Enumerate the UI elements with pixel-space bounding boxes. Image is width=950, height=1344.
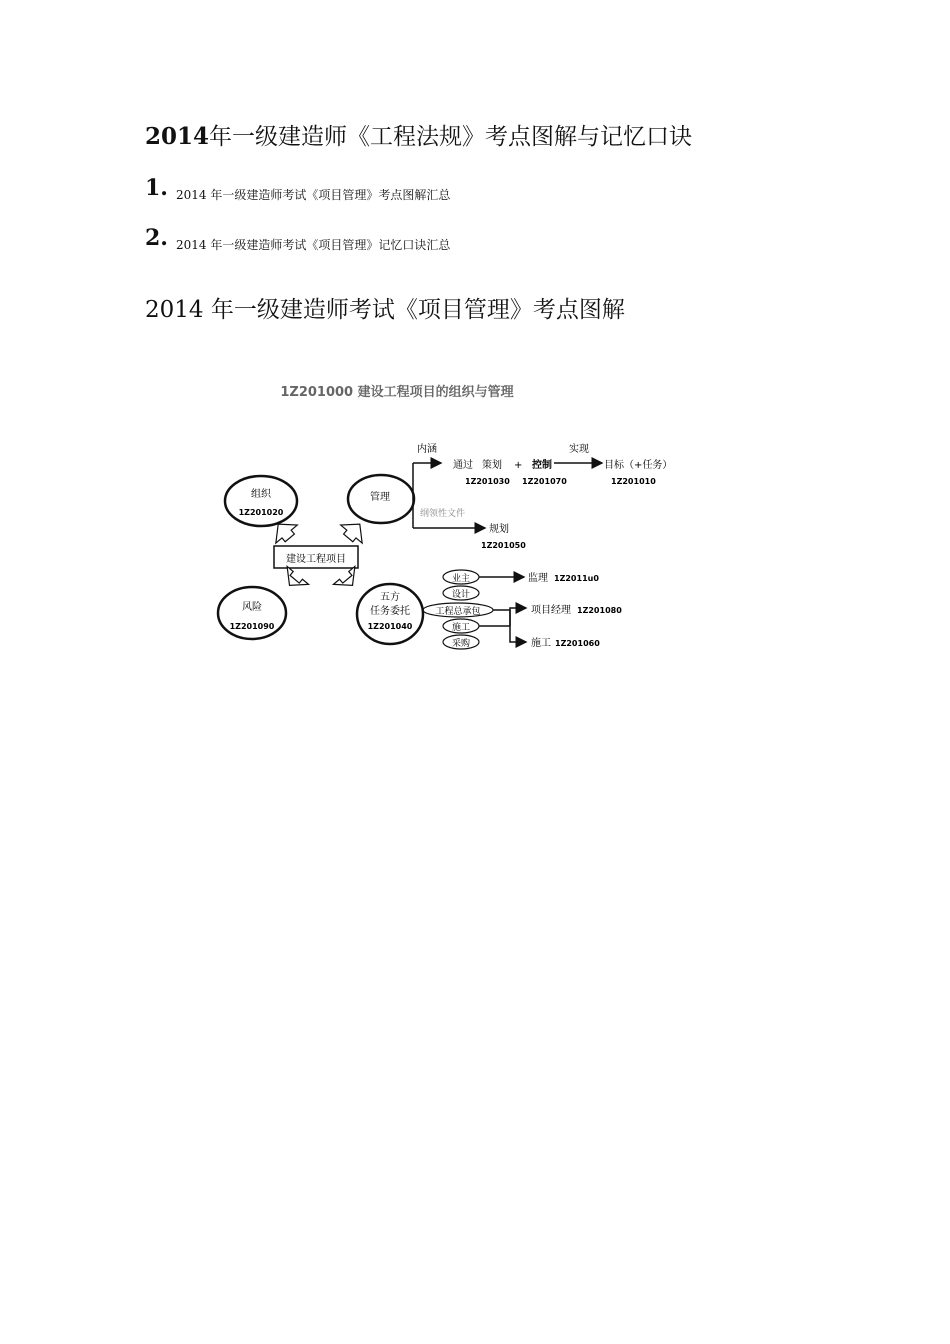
achieve-label: 实现 — [569, 444, 589, 455]
five-parties-line1: 五方 — [380, 592, 400, 603]
risk-label: 风险 — [242, 602, 262, 613]
management-label: 管理 — [370, 492, 390, 503]
risk-code: 1Z201090 — [229, 622, 275, 631]
project-manager-code: 1Z201080 — [577, 606, 622, 615]
party-general-contractor: 工程总承包 — [435, 607, 481, 617]
plus-label: + — [514, 460, 523, 471]
toc-item-number: 1. — [145, 175, 168, 201]
guiding-doc-label: 纲领性文件 — [420, 509, 466, 519]
five-parties-line2: 任务委托 — [370, 606, 410, 617]
risk-ellipse — [218, 587, 286, 639]
document-title-text: 年一级建造师《工程法规》考点图解与记忆口诀 — [209, 124, 693, 150]
goal-code: 1Z201010 — [611, 477, 656, 486]
organization-label: 组织 — [251, 489, 271, 500]
goal-label: 目标（+任务） — [604, 460, 673, 471]
connotation-label: 内涵 — [417, 444, 437, 455]
five-parties-code: 1Z201040 — [367, 622, 413, 631]
organization-ellipse — [225, 476, 297, 526]
party-procurement: 采购 — [451, 639, 471, 649]
construction-arrow — [510, 618, 526, 642]
hollow-arrow-icon — [279, 566, 309, 594]
project-manager-label: 项目经理 — [531, 605, 571, 616]
supervision-label: 监理 — [528, 573, 548, 584]
party-owner: 业主 — [451, 574, 471, 584]
center-label: 建设工程项目 — [286, 554, 346, 565]
construction-label: 施工 — [531, 638, 551, 649]
party-construction: 施工 — [451, 623, 471, 633]
hollow-arrow-icon — [333, 566, 363, 594]
toc-item-number: 2. — [145, 225, 168, 251]
control-label: 控制 — [532, 460, 552, 471]
toc-item-text[interactable]: 2014 年一级建造师考试《项目管理》记忆口诀汇总 — [175, 238, 451, 252]
toc-item-text[interactable]: 2014 年一级建造师考试《项目管理》考点图解汇总 — [175, 188, 451, 202]
document-title — [145, 118, 692, 151]
project-manager-arrow — [510, 608, 526, 618]
control-code: 1Z201070 — [522, 477, 567, 486]
document-title-year: 2014 — [145, 123, 210, 150]
planning-label: 策划 — [482, 460, 502, 471]
via-label: 通过 — [453, 460, 473, 471]
toc-item-1[interactable] — [145, 175, 450, 203]
organization-code: 1Z201020 — [238, 508, 284, 517]
plan-label: 规划 — [489, 524, 509, 535]
party-design: 设计 — [451, 590, 471, 600]
diagram-title: 1Z201000 建设工程项目的组织与管理 — [280, 385, 514, 400]
organization-management-diagram — [210, 370, 690, 660]
section-heading: 2014 年一级建造师考试《项目管理》考点图解 — [145, 297, 625, 323]
planning-code: 1Z201030 — [465, 477, 510, 486]
construction-code: 1Z201060 — [555, 639, 600, 648]
toc-item-2[interactable] — [145, 225, 450, 253]
plan-code: 1Z201050 — [481, 541, 526, 550]
supervision-code: 1Z2011u0 — [554, 574, 599, 583]
